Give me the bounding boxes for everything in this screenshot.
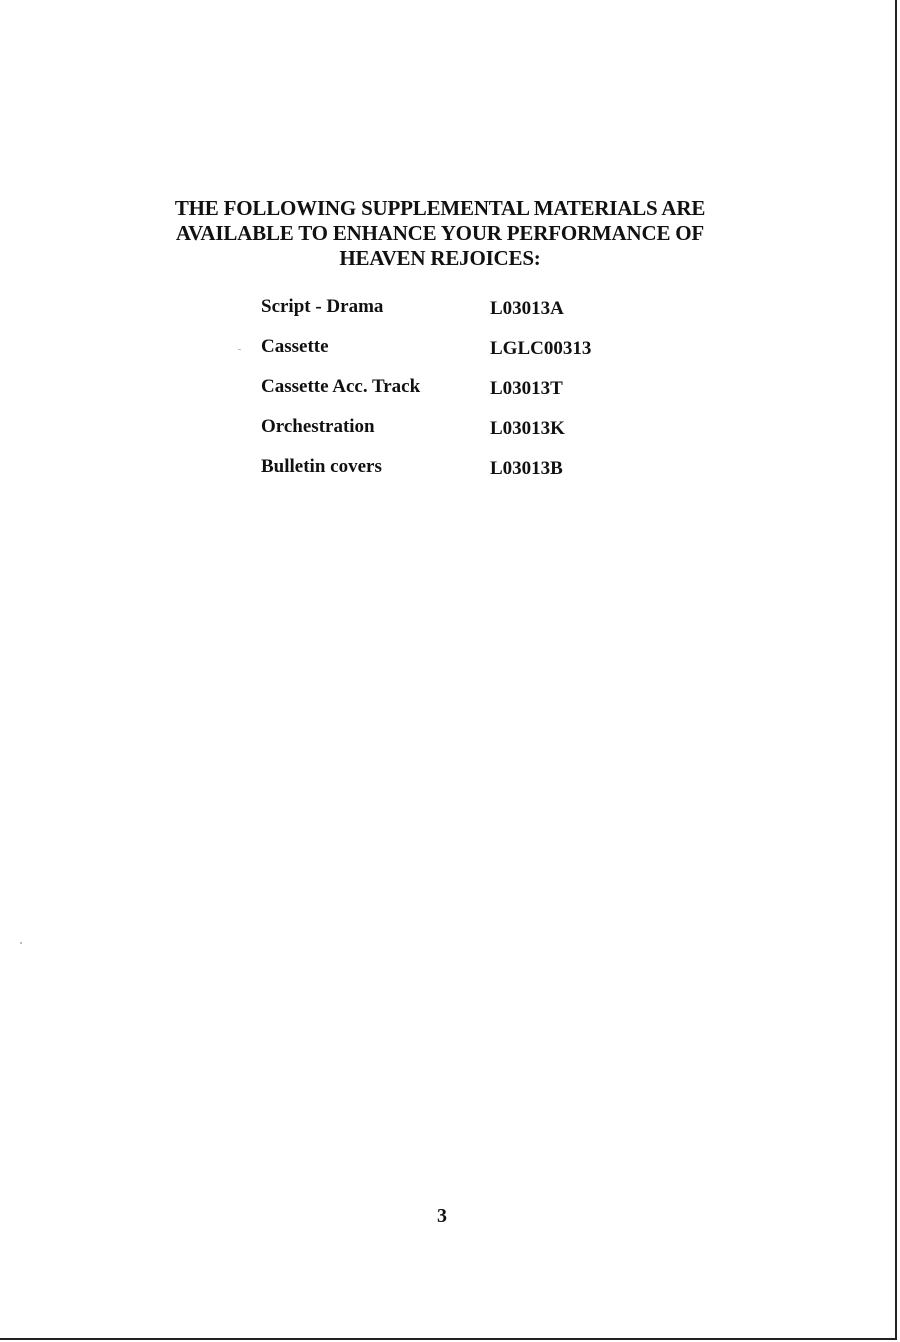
item-name: Bulletin covers (261, 456, 382, 477)
heading-line-2: AVAILABLE TO ENHANCE YOUR PERFORMANCE OF (175, 221, 705, 245)
item-name: Orchestration (261, 416, 375, 437)
item-code: L03013B (490, 458, 563, 479)
item-code: L03013A (490, 298, 564, 319)
page-heading (0, 196, 880, 271)
item-name: Script - Drama (261, 296, 384, 317)
item-code: LGLC00313 (490, 338, 592, 359)
scan-speck (238, 349, 241, 350)
item-name: Cassette (261, 336, 329, 357)
item-code: L03013T (490, 378, 563, 399)
scan-speck (20, 942, 22, 944)
item-code: L03013K (490, 418, 565, 439)
heading-line-1: THE FOLLOWING SUPPLEMENTAL MATERIALS ARE (174, 196, 706, 220)
heading-line-3: HEAVEN REJOICES: (339, 246, 541, 270)
item-name: Cassette Acc. Track (261, 376, 421, 397)
page-number: 3 (437, 1205, 447, 1227)
